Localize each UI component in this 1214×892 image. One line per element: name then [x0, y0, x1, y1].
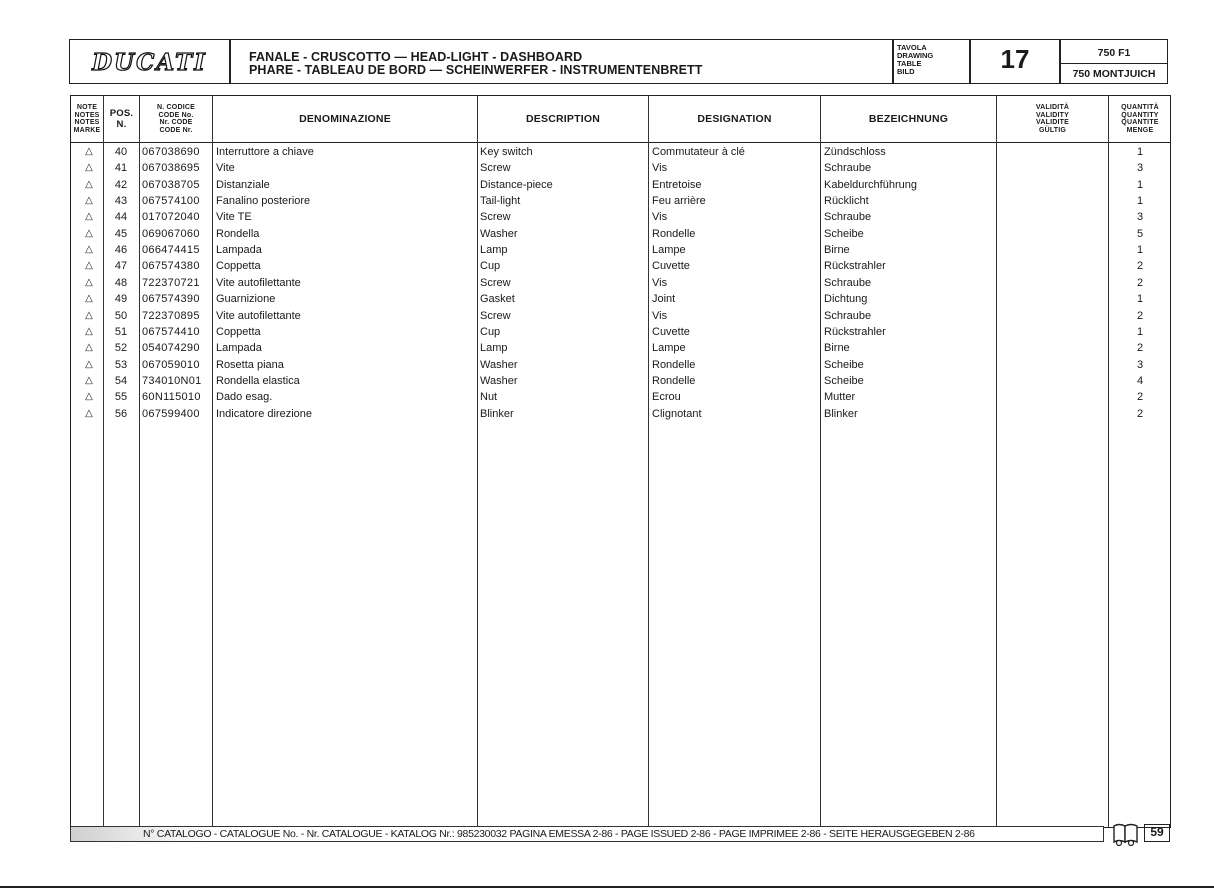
row-position: 54 — [114, 374, 128, 387]
table-row — [0, 193, 1171, 209]
row-description: Blinker — [480, 407, 514, 420]
row-designation: Lampe — [652, 244, 686, 257]
row-denominazione: Indicatore direzione — [216, 407, 313, 420]
catalog-footer-text: N° CATALOGO - CATALOGUE No. - Nr. CATALOGUE - KATALOG Nr.: 985230032 PAGINA EMESSA 2-86 - PAGE ISSUED 2-86 - PAGE IMPRIMEE 2-86 - SEITE HERAUSGEGEBEN 2-86 — [143, 828, 975, 840]
row-note-icon: △ — [85, 244, 93, 256]
row-note-icon: △ — [85, 374, 93, 386]
table-row — [0, 340, 1171, 356]
row-quantity: 2 — [1136, 407, 1144, 420]
row-bezeichnung: Blinker — [824, 407, 858, 420]
row-bezeichnung: Mutter — [824, 391, 856, 404]
col-header-pos: POS. N. — [109, 108, 134, 130]
col-header-denominazione: DENOMINAZIONE — [299, 113, 391, 125]
model-name-1: 750 F1 — [1097, 47, 1131, 59]
table-row — [0, 177, 1171, 193]
ducati-logo: DUCATI — [92, 49, 207, 76]
row-note-icon: △ — [85, 162, 93, 174]
col-header-designation: DESIGNATION — [697, 113, 772, 125]
row-description: Gasket — [480, 293, 515, 306]
row-bezeichnung: Birne — [824, 342, 850, 355]
row-part-code: 067574390 — [142, 293, 200, 306]
row-bezeichnung: Rückstrahler — [824, 325, 886, 338]
row-denominazione: Rondella elastica — [216, 374, 300, 387]
row-part-code: 069067060 — [142, 227, 200, 240]
row-position: 56 — [114, 407, 128, 420]
table-row — [0, 258, 1171, 274]
row-position: 42 — [114, 178, 128, 191]
row-description: Distance-piece — [480, 178, 553, 191]
row-quantity: 2 — [1136, 260, 1144, 273]
row-quantity: 2 — [1136, 276, 1144, 289]
col-header-description: DESCRIPTION — [526, 113, 600, 125]
row-part-code: 722370721 — [142, 276, 200, 289]
table-row — [0, 160, 1171, 176]
row-bezeichnung: Scheibe — [824, 227, 864, 240]
row-position: 49 — [114, 293, 128, 306]
row-designation: Rondelle — [652, 374, 696, 387]
row-denominazione: Vite autofilettante — [216, 309, 301, 322]
row-designation: Rondelle — [652, 227, 696, 240]
row-quantity: 4 — [1136, 374, 1144, 387]
row-description: Washer — [480, 227, 518, 240]
row-position: 44 — [114, 211, 128, 224]
title-line-1: FANALE - CRUSCOTTO — HEAD-LIGHT - DASHBOARD — [249, 50, 583, 64]
table-label: DRAWING — [897, 51, 934, 60]
row-part-code: 067038695 — [142, 162, 200, 175]
table-row — [0, 275, 1171, 291]
row-note-icon: △ — [85, 325, 93, 337]
row-denominazione: Vite TE — [216, 211, 252, 224]
table-label: BILD — [897, 67, 915, 76]
row-quantity: 3 — [1136, 211, 1144, 224]
row-position: 46 — [114, 244, 128, 257]
row-description: Tail-light — [480, 195, 521, 208]
table-number: 17 — [1000, 44, 1030, 74]
row-denominazione: Lampada — [216, 342, 262, 355]
row-quantity: 1 — [1136, 293, 1144, 306]
table-row — [0, 389, 1171, 405]
row-description: Screw — [480, 162, 511, 175]
col-header-code: N. CODICE CODE No. Nr. CODE CODE Nr. — [157, 104, 195, 134]
row-denominazione: Lampada — [216, 244, 262, 257]
row-part-code: 067574410 — [142, 325, 200, 338]
row-position: 43 — [114, 195, 128, 208]
table-label: TAVOLA — [897, 43, 927, 52]
row-note-icon: △ — [85, 407, 93, 419]
row-denominazione: Rosetta piana — [216, 358, 284, 371]
table-row — [0, 308, 1171, 324]
row-bezeichnung: Birne — [824, 244, 850, 257]
row-note-icon: △ — [85, 309, 93, 321]
row-quantity: 1 — [1136, 195, 1144, 208]
table-row — [0, 144, 1171, 160]
row-part-code: 017072040 — [142, 211, 200, 224]
row-bezeichnung: Kabeldurchführung — [824, 178, 917, 191]
table-row — [0, 324, 1171, 340]
table-row — [0, 406, 1171, 422]
row-description: Nut — [480, 391, 498, 404]
row-designation: Clignotant — [652, 407, 702, 420]
row-denominazione: Coppetta — [216, 260, 261, 273]
row-quantity: 1 — [1136, 244, 1144, 257]
row-quantity: 5 — [1136, 227, 1144, 240]
row-denominazione: Coppetta — [216, 325, 261, 338]
row-position: 53 — [114, 358, 128, 371]
row-note-icon: △ — [85, 358, 93, 370]
row-description: Key switch — [480, 146, 533, 158]
row-part-code: 067574100 — [142, 195, 200, 208]
table-row — [0, 357, 1171, 373]
row-description: Screw — [480, 276, 511, 289]
table-row — [0, 242, 1171, 258]
row-part-code: 60N115010 — [142, 391, 201, 404]
row-part-code: 066474415 — [142, 244, 200, 257]
model-box — [1060, 39, 1168, 84]
title-box — [230, 39, 893, 84]
row-position: 55 — [114, 391, 128, 404]
table-row — [0, 209, 1171, 225]
row-quantity: 1 — [1136, 178, 1144, 191]
row-bezeichnung: Schraube — [824, 309, 872, 322]
row-description: Washer — [480, 358, 518, 371]
row-designation: Vis — [652, 162, 668, 175]
row-part-code: 067038690 — [142, 146, 200, 158]
header-divider — [70, 142, 1171, 143]
row-bezeichnung: Schraube — [824, 211, 872, 224]
row-position: 45 — [114, 227, 128, 240]
row-quantity: 2 — [1136, 391, 1144, 404]
catalog-footer — [70, 826, 1104, 842]
model-divider — [1061, 63, 1167, 64]
row-designation: Lampe — [652, 342, 686, 355]
row-denominazione: Guarnizione — [216, 293, 276, 306]
row-part-code: 067038705 — [142, 178, 200, 191]
row-denominazione: Fanalino posteriore — [216, 195, 311, 208]
row-bezeichnung: Schraube — [824, 276, 872, 289]
row-position: 40 — [114, 146, 128, 158]
row-part-code: 067574380 — [142, 260, 200, 273]
row-note-icon: △ — [85, 391, 93, 403]
row-bezeichnung: Rückstrahler — [824, 260, 886, 273]
row-note-icon: △ — [85, 342, 93, 354]
col-header-quantity: QUANTITÀ QUANTITY QUANTITE MENGE — [1121, 104, 1159, 134]
row-position: 47 — [114, 260, 128, 273]
row-note-icon: △ — [85, 227, 93, 239]
table-row — [0, 226, 1171, 242]
row-description: Cup — [480, 260, 501, 273]
row-bezeichnung: Scheibe — [824, 374, 864, 387]
row-bezeichnung: Rücklicht — [824, 195, 869, 208]
row-designation: Entretoise — [652, 178, 702, 191]
row-part-code: 067599400 — [142, 407, 200, 420]
row-designation: Vis — [652, 211, 668, 224]
row-part-code: 054074290 — [142, 342, 200, 355]
row-designation: Joint — [652, 293, 676, 306]
row-position: 41 — [114, 162, 128, 175]
row-quantity: 1 — [1136, 146, 1144, 158]
row-note-icon: △ — [85, 178, 93, 190]
col-header-validity: VALIDITÀ VALIDITY VALIDITE GÜLTIG — [1035, 104, 1070, 134]
row-description: Screw — [480, 309, 511, 322]
page-bottom-rule — [0, 886, 1214, 888]
row-part-code: 067059010 — [142, 358, 200, 371]
table-row — [0, 373, 1171, 389]
row-denominazione: Vite — [216, 162, 235, 175]
table-label: TABLE — [897, 59, 922, 68]
title-line-2: PHARE - TABLEAU DE BORD — SCHEINWERFER - INSTRUMENTENBRETT — [249, 63, 703, 77]
model-name-2: 750 MONTJUICH — [1072, 68, 1156, 80]
row-designation: Rondelle — [652, 358, 696, 371]
row-designation: Commutateur à clé — [652, 146, 745, 158]
row-part-code: 734010N01 — [142, 374, 202, 387]
row-quantity: 1 — [1136, 325, 1144, 338]
row-note-icon: △ — [85, 293, 93, 305]
row-note-icon: △ — [85, 276, 93, 288]
col-header-notes: NOTE NOTES NOTES MARKE — [73, 104, 101, 134]
row-note-icon: △ — [85, 146, 93, 157]
table-row — [0, 291, 1171, 307]
row-designation: Ecrou — [652, 391, 681, 404]
row-description: Lamp — [480, 244, 508, 257]
row-part-code: 722370895 — [142, 309, 200, 322]
row-quantity: 3 — [1136, 162, 1144, 175]
row-bezeichnung: Zündschloss — [824, 146, 886, 158]
row-note-icon: △ — [85, 260, 93, 272]
row-denominazione: Dado esag. — [216, 391, 273, 404]
page-number: 59 — [1144, 824, 1170, 842]
row-designation: Vis — [652, 309, 668, 322]
row-position: 51 — [114, 325, 128, 338]
manual-book-icon — [1110, 822, 1142, 846]
row-quantity: 2 — [1136, 309, 1144, 322]
col-header-bezeichnung: BEZEICHNUNG — [868, 113, 949, 125]
row-position: 48 — [114, 276, 128, 289]
row-denominazione: Distanziale — [216, 178, 270, 191]
row-bezeichnung: Scheibe — [824, 358, 864, 371]
row-designation: Feu arrière — [652, 195, 706, 208]
row-denominazione: Interruttore a chiave — [216, 146, 314, 158]
row-bezeichnung: Schraube — [824, 162, 872, 175]
logo-box — [69, 39, 230, 84]
row-note-icon: △ — [85, 211, 93, 223]
row-designation: Vis — [652, 276, 668, 289]
row-description: Washer — [480, 374, 518, 387]
row-description: Cup — [480, 325, 501, 338]
row-denominazione: Rondella — [216, 227, 260, 240]
row-denominazione: Vite autofilettante — [216, 276, 301, 289]
table-number-box — [970, 39, 1060, 84]
row-bezeichnung: Dichtung — [824, 293, 868, 306]
row-quantity: 3 — [1136, 358, 1144, 371]
row-position: 50 — [114, 309, 128, 322]
row-designation: Cuvette — [652, 325, 690, 338]
table-label-box — [893, 39, 970, 84]
row-note-icon: △ — [85, 195, 93, 207]
row-description: Screw — [480, 211, 511, 224]
row-quantity: 2 — [1136, 342, 1144, 355]
row-designation: Cuvette — [652, 260, 690, 273]
row-description: Lamp — [480, 342, 508, 355]
row-position: 52 — [114, 342, 128, 355]
